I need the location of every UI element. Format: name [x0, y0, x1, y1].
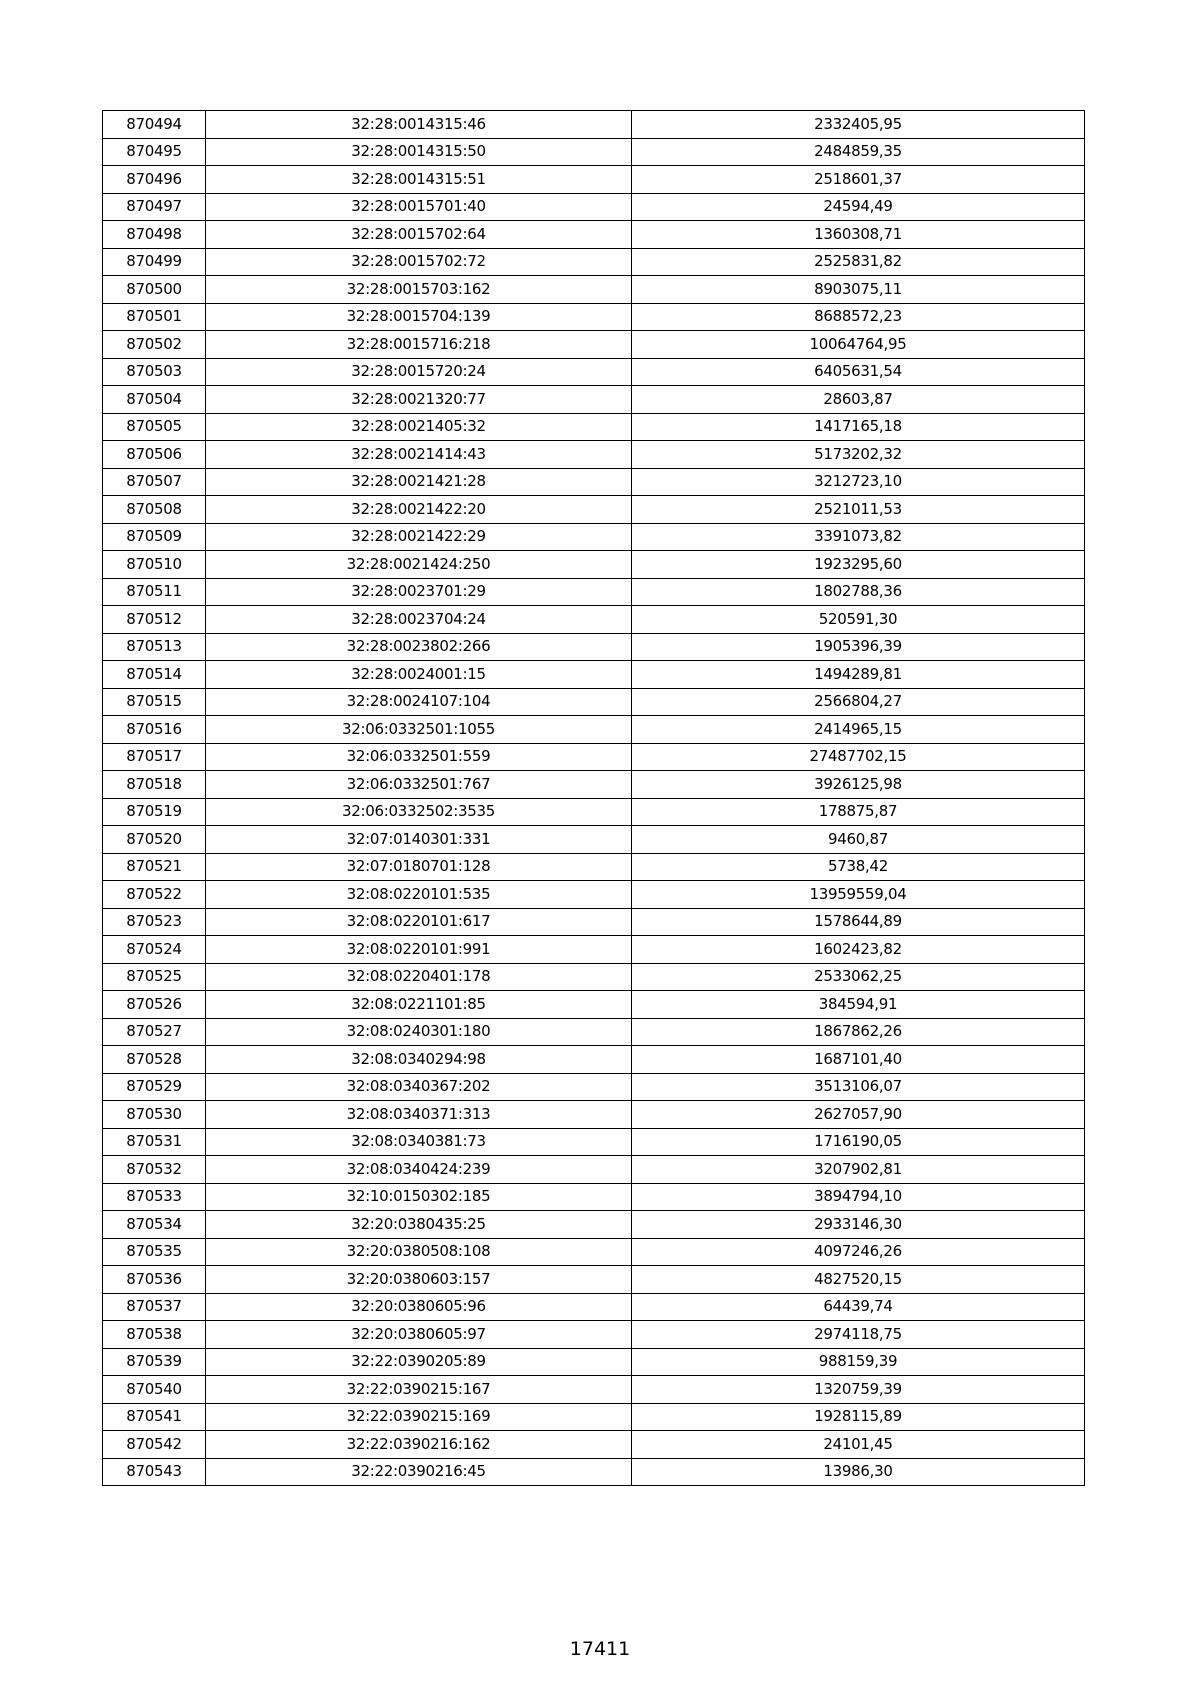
cadastral-number-cell: 32:07:0140301:331 [206, 826, 632, 854]
table-row [103, 276, 1085, 304]
record-number-cell: 870515 [103, 688, 206, 716]
cadastral-number-cell: 32:20:0380603:157 [206, 1266, 632, 1294]
cadastral-number-cell: 32:28:0015702:72 [206, 248, 632, 276]
value-cell: 178875,87 [632, 798, 1085, 826]
value-cell: 4097246,26 [632, 1238, 1085, 1266]
cadastral-number-cell: 32:20:0380435:25 [206, 1211, 632, 1239]
value-cell: 1602423,82 [632, 936, 1085, 964]
table-row [103, 413, 1085, 441]
cadastral-number-cell: 32:06:0332501:767 [206, 771, 632, 799]
table-row [103, 771, 1085, 799]
value-cell: 2933146,30 [632, 1211, 1085, 1239]
cadastral-number-cell: 32:28:0023802:266 [206, 633, 632, 661]
data-table [102, 110, 1085, 1486]
table-row [103, 1073, 1085, 1101]
value-cell: 24594,49 [632, 193, 1085, 221]
table-row [103, 523, 1085, 551]
record-number-cell: 870543 [103, 1458, 206, 1486]
cadastral-number-cell: 32:08:0240301:180 [206, 1018, 632, 1046]
value-cell: 27487702,15 [632, 743, 1085, 771]
cadastral-number-cell: 32:28:0021424:250 [206, 551, 632, 579]
table-body [103, 111, 1085, 1486]
value-cell: 1417165,18 [632, 413, 1085, 441]
value-cell: 3207902,81 [632, 1156, 1085, 1184]
value-cell: 520591,30 [632, 606, 1085, 634]
table-row [103, 743, 1085, 771]
cadastral-number-cell: 32:28:0014315:51 [206, 166, 632, 194]
table-row [103, 358, 1085, 386]
record-number-cell: 870532 [103, 1156, 206, 1184]
value-cell: 8688572,23 [632, 303, 1085, 331]
value-cell: 384594,91 [632, 991, 1085, 1019]
record-number-cell: 870519 [103, 798, 206, 826]
table-row [103, 1458, 1085, 1486]
table-row [103, 221, 1085, 249]
table-row [103, 716, 1085, 744]
cadastral-number-cell: 32:08:0340381:73 [206, 1128, 632, 1156]
cadastral-number-cell: 32:28:0015704:139 [206, 303, 632, 331]
value-cell: 3212723,10 [632, 468, 1085, 496]
table-row [103, 193, 1085, 221]
cadastral-number-cell: 32:07:0180701:128 [206, 853, 632, 881]
record-number-cell: 870512 [103, 606, 206, 634]
record-number-cell: 870503 [103, 358, 206, 386]
record-number-cell: 870513 [103, 633, 206, 661]
table-row [103, 1348, 1085, 1376]
value-cell: 2627057,90 [632, 1101, 1085, 1129]
table-row [103, 936, 1085, 964]
cadastral-number-cell: 32:28:0021422:20 [206, 496, 632, 524]
cadastral-number-cell: 32:22:0390205:89 [206, 1348, 632, 1376]
record-number-cell: 870527 [103, 1018, 206, 1046]
table-row [103, 1101, 1085, 1129]
value-cell: 1802788,36 [632, 578, 1085, 606]
cadastral-number-cell: 32:20:0380508:108 [206, 1238, 632, 1266]
record-number-cell: 870498 [103, 221, 206, 249]
record-number-cell: 870523 [103, 908, 206, 936]
record-number-cell: 870530 [103, 1101, 206, 1129]
record-number-cell: 870497 [103, 193, 206, 221]
table-row [103, 248, 1085, 276]
record-number-cell: 870528 [103, 1046, 206, 1074]
value-cell: 13986,30 [632, 1458, 1085, 1486]
value-cell: 1494289,81 [632, 661, 1085, 689]
table-row [103, 1376, 1085, 1404]
cadastral-number-cell: 32:06:0332501:1055 [206, 716, 632, 744]
cadastral-number-cell: 32:22:0390215:169 [206, 1403, 632, 1431]
value-cell: 5173202,32 [632, 441, 1085, 469]
record-number-cell: 870536 [103, 1266, 206, 1294]
record-number-cell: 870525 [103, 963, 206, 991]
table-row [103, 551, 1085, 579]
value-cell: 2566804,27 [632, 688, 1085, 716]
value-cell: 28603,87 [632, 386, 1085, 414]
record-number-cell: 870514 [103, 661, 206, 689]
value-cell: 2414965,15 [632, 716, 1085, 744]
table-row [103, 138, 1085, 166]
page-number: 17411 [569, 1638, 631, 1660]
cadastral-number-cell: 32:28:0015701:40 [206, 193, 632, 221]
table-row [103, 688, 1085, 716]
table-row [103, 1018, 1085, 1046]
cadastral-number-cell: 32:28:0015703:162 [206, 276, 632, 304]
table-row [103, 1403, 1085, 1431]
table-row [103, 1321, 1085, 1349]
table-row [103, 633, 1085, 661]
table-row [103, 578, 1085, 606]
cadastral-number-cell: 32:22:0390216:162 [206, 1431, 632, 1459]
cadastral-number-cell: 32:10:0150302:185 [206, 1183, 632, 1211]
value-cell: 10064764,95 [632, 331, 1085, 359]
table-row [103, 826, 1085, 854]
cadastral-number-cell: 32:22:0390215:167 [206, 1376, 632, 1404]
cadastral-number-cell: 32:08:0220101:617 [206, 908, 632, 936]
value-cell: 2521011,53 [632, 496, 1085, 524]
table-row [103, 881, 1085, 909]
cadastral-number-cell: 32:06:0332501:559 [206, 743, 632, 771]
value-cell: 2525831,82 [632, 248, 1085, 276]
table-row [103, 303, 1085, 331]
cadastral-number-cell: 32:28:0021421:28 [206, 468, 632, 496]
record-number-cell: 870500 [103, 276, 206, 304]
record-number-cell: 870537 [103, 1293, 206, 1321]
value-cell: 6405631,54 [632, 358, 1085, 386]
record-number-cell: 870524 [103, 936, 206, 964]
table-row [103, 496, 1085, 524]
value-cell: 8903075,11 [632, 276, 1085, 304]
value-cell: 2533062,25 [632, 963, 1085, 991]
table-row [103, 1266, 1085, 1294]
table-row [103, 441, 1085, 469]
table-row [103, 1211, 1085, 1239]
table-row [103, 991, 1085, 1019]
record-number-cell: 870540 [103, 1376, 206, 1404]
cadastral-number-cell: 32:08:0220401:178 [206, 963, 632, 991]
cadastral-number-cell: 32:08:0340371:313 [206, 1101, 632, 1129]
record-number-cell: 870509 [103, 523, 206, 551]
value-cell: 24101,45 [632, 1431, 1085, 1459]
cadastral-number-cell: 32:28:0015716:218 [206, 331, 632, 359]
value-cell: 2974118,75 [632, 1321, 1085, 1349]
record-number-cell: 870526 [103, 991, 206, 1019]
table-row [103, 606, 1085, 634]
record-number-cell: 870501 [103, 303, 206, 331]
table-row [103, 798, 1085, 826]
value-cell: 2484859,35 [632, 138, 1085, 166]
table-row [103, 1128, 1085, 1156]
value-cell: 13959559,04 [632, 881, 1085, 909]
table-row [103, 1183, 1085, 1211]
record-number-cell: 870505 [103, 413, 206, 441]
cadastral-number-cell: 32:28:0024107:104 [206, 688, 632, 716]
record-number-cell: 870534 [103, 1211, 206, 1239]
cadastral-number-cell: 32:28:0014315:46 [206, 111, 632, 139]
cadastral-number-cell: 32:28:0021422:29 [206, 523, 632, 551]
record-number-cell: 870504 [103, 386, 206, 414]
table-row [103, 111, 1085, 139]
record-number-cell: 870507 [103, 468, 206, 496]
record-number-cell: 870517 [103, 743, 206, 771]
table-row [103, 963, 1085, 991]
table-row [103, 468, 1085, 496]
value-cell: 1320759,39 [632, 1376, 1085, 1404]
value-cell: 1687101,40 [632, 1046, 1085, 1074]
cadastral-number-cell: 32:06:0332502:3535 [206, 798, 632, 826]
table-row [103, 853, 1085, 881]
cadastral-number-cell: 32:08:0340294:98 [206, 1046, 632, 1074]
record-number-cell: 870522 [103, 881, 206, 909]
record-number-cell: 870521 [103, 853, 206, 881]
cadastral-number-cell: 32:08:0221101:85 [206, 991, 632, 1019]
value-cell: 1867862,26 [632, 1018, 1085, 1046]
record-number-cell: 870506 [103, 441, 206, 469]
cadastral-number-cell: 32:22:0390216:45 [206, 1458, 632, 1486]
cadastral-number-cell: 32:28:0021320:77 [206, 386, 632, 414]
record-number-cell: 870531 [103, 1128, 206, 1156]
value-cell: 3894794,10 [632, 1183, 1085, 1211]
table-row [103, 386, 1085, 414]
table-row [103, 1046, 1085, 1074]
value-cell: 2332405,95 [632, 111, 1085, 139]
record-number-cell: 870542 [103, 1431, 206, 1459]
record-number-cell: 870533 [103, 1183, 206, 1211]
cadastral-number-cell: 32:28:0021414:43 [206, 441, 632, 469]
value-cell: 3926125,98 [632, 771, 1085, 799]
cadastral-number-cell: 32:20:0380605:96 [206, 1293, 632, 1321]
cadastral-number-cell: 32:20:0380605:97 [206, 1321, 632, 1349]
value-cell: 1905396,39 [632, 633, 1085, 661]
record-number-cell: 870502 [103, 331, 206, 359]
table-row [103, 908, 1085, 936]
cadastral-number-cell: 32:28:0015720:24 [206, 358, 632, 386]
value-cell: 3513106,07 [632, 1073, 1085, 1101]
cadastral-number-cell: 32:08:0340424:239 [206, 1156, 632, 1184]
record-number-cell: 870510 [103, 551, 206, 579]
record-number-cell: 870516 [103, 716, 206, 744]
record-number-cell: 870538 [103, 1321, 206, 1349]
value-cell: 64439,74 [632, 1293, 1085, 1321]
record-number-cell: 870529 [103, 1073, 206, 1101]
value-cell: 1578644,89 [632, 908, 1085, 936]
table-row [103, 1293, 1085, 1321]
cadastral-number-cell: 32:08:0220101:535 [206, 881, 632, 909]
cadastral-number-cell: 32:28:0023701:29 [206, 578, 632, 606]
cadastral-number-cell: 32:08:0340367:202 [206, 1073, 632, 1101]
cadastral-number-cell: 32:28:0015702:64 [206, 221, 632, 249]
record-number-cell: 870511 [103, 578, 206, 606]
value-cell: 1923295,60 [632, 551, 1085, 579]
record-number-cell: 870520 [103, 826, 206, 854]
table-row [103, 1238, 1085, 1266]
value-cell: 1360308,71 [632, 221, 1085, 249]
record-number-cell: 870494 [103, 111, 206, 139]
record-number-cell: 870508 [103, 496, 206, 524]
record-number-cell: 870496 [103, 166, 206, 194]
cadastral-number-cell: 32:28:0021405:32 [206, 413, 632, 441]
record-number-cell: 870535 [103, 1238, 206, 1266]
cadastral-number-cell: 32:28:0023704:24 [206, 606, 632, 634]
record-number-cell: 870541 [103, 1403, 206, 1431]
table-row [103, 331, 1085, 359]
table-row [103, 166, 1085, 194]
table-row [103, 1156, 1085, 1184]
cadastral-number-cell: 32:28:0024001:15 [206, 661, 632, 689]
value-cell: 1716190,05 [632, 1128, 1085, 1156]
table-row [103, 661, 1085, 689]
table-row [103, 1431, 1085, 1459]
cadastral-number-cell: 32:28:0014315:50 [206, 138, 632, 166]
cadastral-number-cell: 32:08:0220101:991 [206, 936, 632, 964]
record-number-cell: 870499 [103, 248, 206, 276]
value-cell: 988159,39 [632, 1348, 1085, 1376]
value-cell: 5738,42 [632, 853, 1085, 881]
value-cell: 9460,87 [632, 826, 1085, 854]
value-cell: 2518601,37 [632, 166, 1085, 194]
value-cell: 3391073,82 [632, 523, 1085, 551]
value-cell: 1928115,89 [632, 1403, 1085, 1431]
record-number-cell: 870495 [103, 138, 206, 166]
record-number-cell: 870518 [103, 771, 206, 799]
record-number-cell: 870539 [103, 1348, 206, 1376]
value-cell: 4827520,15 [632, 1266, 1085, 1294]
